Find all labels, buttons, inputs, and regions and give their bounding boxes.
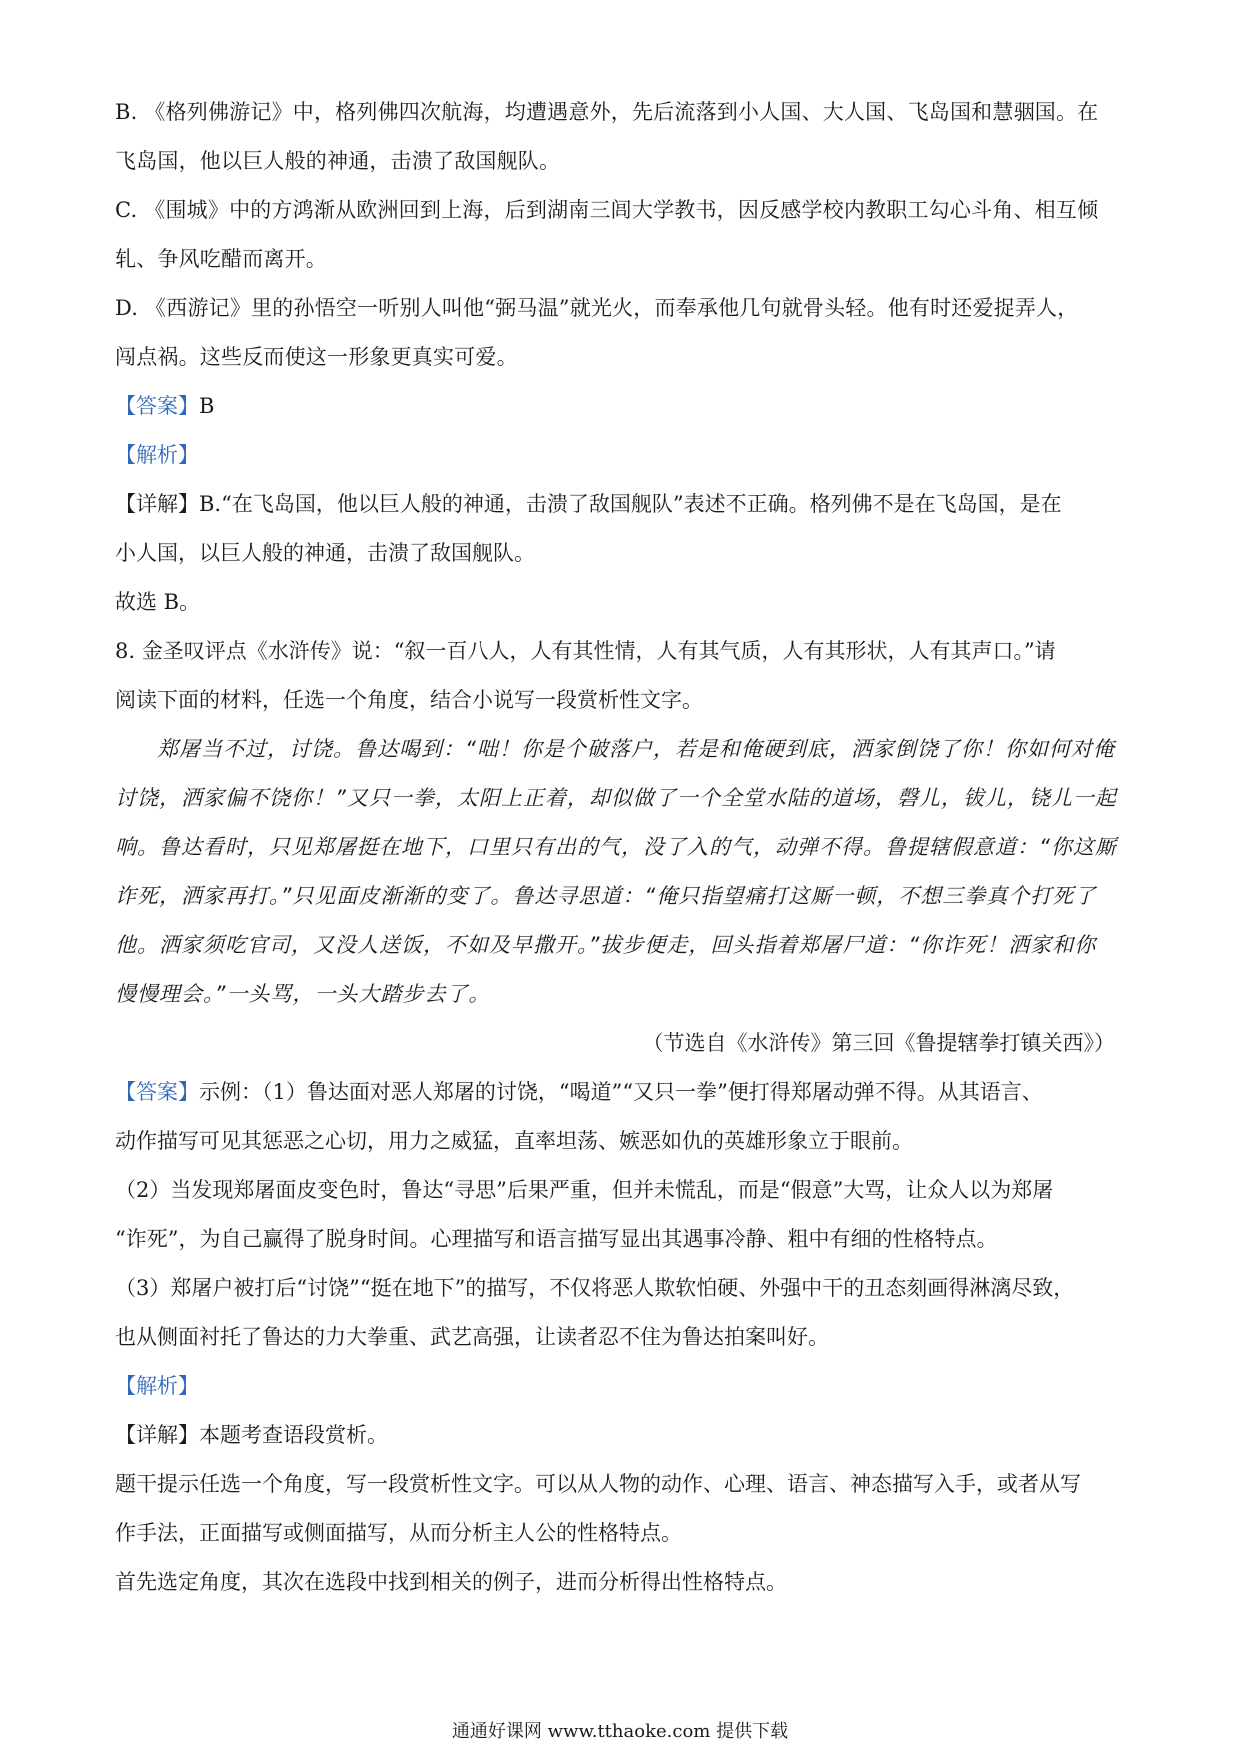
- q8-answer-line5: （3）郑屠户被打后“讨饶”“挺在地下”的描写，不仅将恶人欺软怕硬、外强中干的丑态刻画得淋漓尽致，: [115, 1276, 1075, 1300]
- page-footer: 通通好课网 www.tthaoke.com 提供下载: [451, 1721, 789, 1742]
- option-d-line2: 闯点祸。这些反而使这一形象更真实可爱。: [115, 345, 518, 369]
- answer-tag: 【答案】: [115, 394, 199, 418]
- answer-text: 示例：（1）鲁达面对恶人郑屠的讨饶，“喝道”“又只一拳”便打得郑屠动弹不得。从其语言、: [199, 1080, 1043, 1104]
- q8-answer-line3: （2）当发现郑屠面皮变色时，鲁达“寻思”后果严重，但并未慌乱，而是“假意”大骂，让众人以为郑屠: [115, 1178, 1054, 1202]
- q8-answer-line4: “诈死”，为自己赢得了脱身时间。心理描写和语言描写显出其遇事冷静、粗中有细的性格特点。: [115, 1227, 998, 1251]
- passage-line-5: 他。洒家须吃官司，又没人送饭，不如及早撒开。”拔步便走，回头指着郑屠尸道：“你诈死！洒家和你: [115, 933, 1097, 957]
- detail-tag: 【详解】: [115, 492, 199, 516]
- answer-value: B: [199, 394, 215, 418]
- option-c-line1: C. 《围城》中的方鸿渐从欧洲回到上海，后到湖南三闾大学教书，因反感学校内教职工勾心斗角、相互倾: [115, 198, 1099, 222]
- option-b-line2: 飞岛国，他以巨人般的神通，击溃了敌国舰队。: [115, 149, 561, 173]
- detail-text: B.“在飞岛国，他以巨人般的神通，击溃了敌国舰队”表述不正确。格列佛不是在飞岛国，是在: [199, 492, 1062, 516]
- option-b-line1: B. 《格列佛游记》中，格列佛四次航海，均遭遇意外，先后流落到小人国、大人国、飞岛国和慧骃国。在: [115, 100, 1099, 124]
- q8-answer-line1: [115, 1068, 1135, 1117]
- q8-explain-line1: 题干提示任选一个角度，写一段赏析性文字。可以从人物的动作、心理、语言、神态描写入手，或者从写: [115, 1472, 1081, 1496]
- q8-stem-line2: 阅读下面的材料，任选一个角度，结合小说写一段赏析性文字。: [115, 688, 703, 712]
- passage-line-4: 诈死，洒家再打。”只见面皮渐渐的变了。鲁达寻思道：“俺只指望痛打这厮一顿，不想三拳真个打死了: [115, 884, 1097, 908]
- q7-conclusion: 故选 B。: [115, 590, 201, 614]
- q8-stem-line1: 8. 金圣叹评点《水浒传》说：“叙一百八人，人有其性情，人有其气质，人有其形状，人有其声口。”请: [115, 639, 1056, 663]
- q8-answer-line2: 动作描写可见其惩恶之心切，用力之威猛，直率坦荡、嫉恶如仇的英雄形象立于眼前。: [115, 1129, 913, 1153]
- answer-tag: 【答案】: [115, 1080, 199, 1104]
- q7-detail-line1: [115, 480, 1135, 529]
- passage-source: （节选自《水浒传》第三回《鲁提辖拳打镇关西》）: [642, 1031, 1115, 1055]
- option-d-line1: D. 《西游记》里的孙悟空一听别人叫他“弼马温”就光火，而奉承他几句就骨头轻。他有时还爱捉弄人，: [115, 296, 1079, 320]
- detail-text: 本题考查语段赏析。: [199, 1423, 388, 1447]
- passage-line-1: 郑屠当不过，讨饶。鲁达喝到：“咄！你是个破落户，若是和俺硬到底，洒家倒饶了你！你如何对俺: [157, 737, 1115, 761]
- q8-analysis-tag: 【解析】: [115, 1374, 199, 1398]
- option-c-line2: 轧、争风吃醋而离开。: [115, 247, 327, 271]
- detail-tag: 【详解】: [115, 1423, 199, 1447]
- q8-explain-line3: 首先选定角度，其次在选段中找到相关的例子，进而分析得出性格特点。: [115, 1570, 787, 1594]
- q8-explain-line2: 作手法，正面描写或侧面描写，从而分析主人公的性格特点。: [115, 1521, 682, 1545]
- q8-answer-line6: 也从侧面衬托了鲁达的力大拳重、武艺高强，让读者忍不住为鲁达拍案叫好。: [115, 1325, 829, 1349]
- passage-line-2: 讨饶，洒家偏不饶你！”又只一拳，太阳上正着，却似做了一个全堂水陆的道场，磬儿，钹儿，铙儿一起: [115, 786, 1117, 810]
- q7-detail-line2: 小人国，以巨人般的神通，击溃了敌国舰队。: [115, 541, 535, 565]
- document-body: [115, 88, 1135, 1607]
- q7-answer: [115, 382, 1135, 431]
- passage-line-6: 慢慢理会。”一头骂，一头大踏步去了。: [115, 982, 491, 1006]
- q7-analysis-tag: 【解析】: [115, 443, 199, 467]
- passage-line-3: 响。鲁达看时，只见郑屠挺在地下，口里只有出的气，没了入的气，动弹不得。鲁提辖假意道：“你这厮: [115, 835, 1117, 859]
- q8-detail: [115, 1411, 1135, 1460]
